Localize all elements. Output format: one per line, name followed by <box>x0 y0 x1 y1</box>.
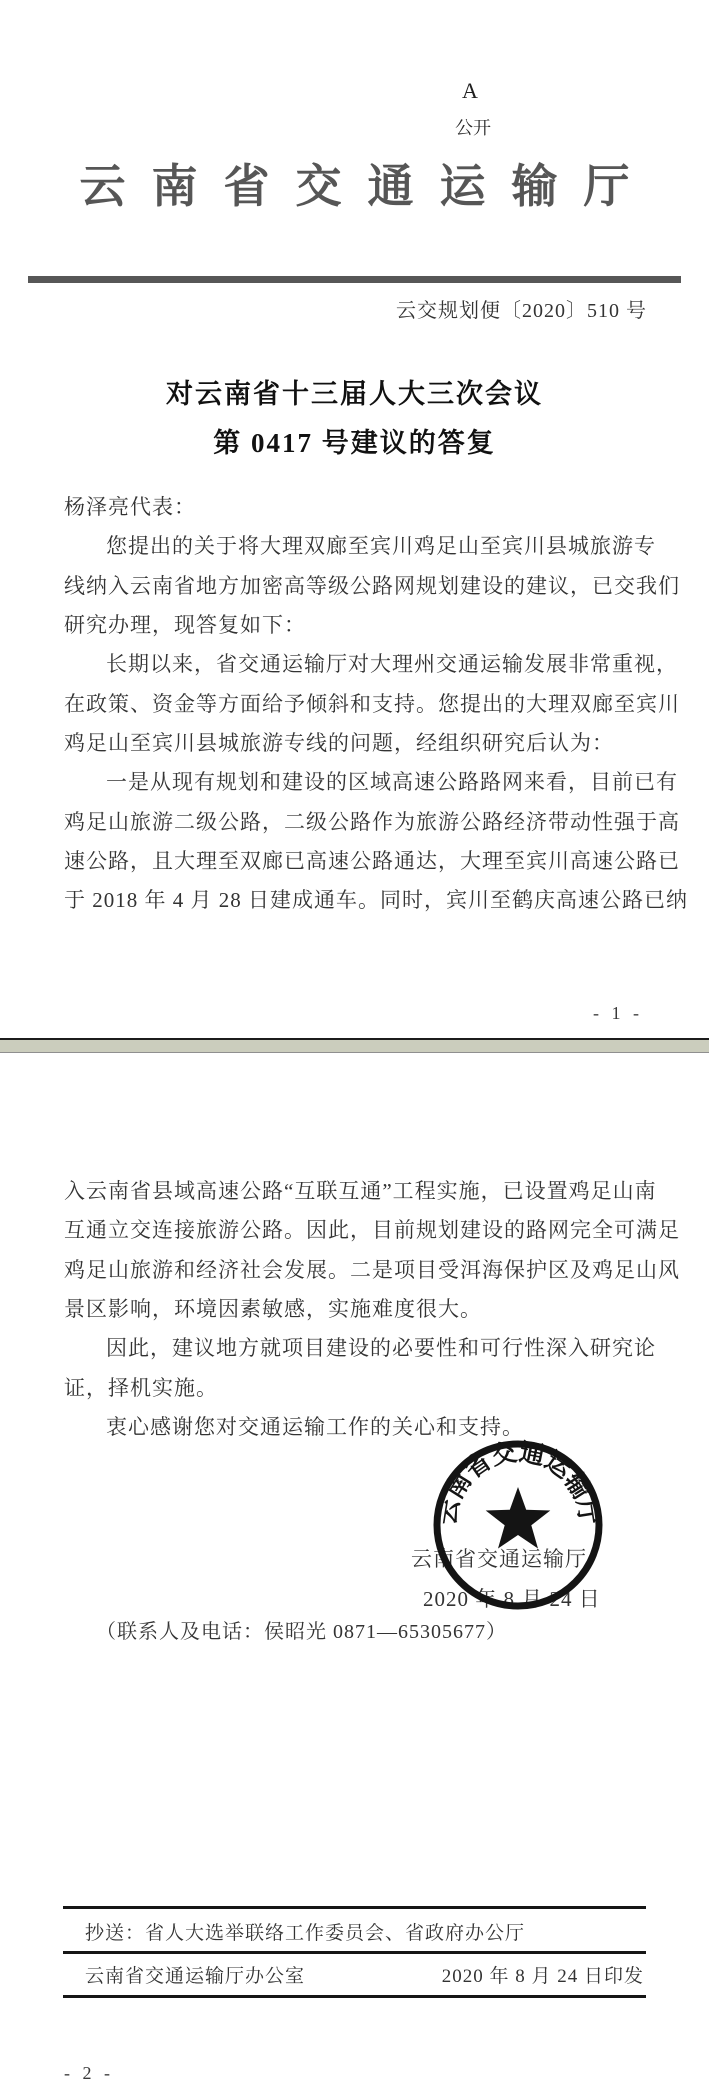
page-separator <box>0 1038 709 1053</box>
page-number-1: - 1 - <box>593 1003 643 1023</box>
footer-rule-bottom <box>63 1995 646 1998</box>
body-line: 互通立交连接旅游公路。因此，目前规划建设的路网完全可满足 <box>64 1218 680 1243</box>
issue-date: 2020 年 8 月 24 日印发 <box>441 1966 644 1987</box>
official-seal-stamp <box>430 1437 606 1613</box>
publicity-mark: 公开 <box>455 118 491 138</box>
body-line: 一是从现有规划和建设的区域高速公路路网来看，目前已有 <box>106 770 678 795</box>
issuer-office: 云南省交通运输厅办公室 <box>85 1966 306 1987</box>
body-line: 您提出的关于将大理双廊至宾川鸡足山至宾川县城旅游专 <box>106 534 656 559</box>
doc-number: 云交规划便〔2020〕510 号 <box>396 300 647 322</box>
salutation: 杨泽亮代表： <box>64 495 196 519</box>
classification-mark: A <box>462 78 480 103</box>
page2-body <box>64 1172 680 1447</box>
heading-line-1: 对云南省十三届人大三次会议 <box>166 379 543 409</box>
body-line: 线纳入云南省地方加密高等级公路网规划建设的建议，已交我们 <box>64 573 680 598</box>
signature-org: 云南省交通运输厅 <box>411 1547 587 1571</box>
title-rule <box>28 276 681 283</box>
body-line: 于 2018 年 4 月 28 日建成通车。同时，宾川至鹤庆高速公路已纳 <box>64 888 688 913</box>
footer-rule-middle <box>63 1951 646 1954</box>
body-line: 研究办理，现答复如下： <box>64 613 306 638</box>
seal-text: 云南省交通运输厅 <box>434 1439 602 1527</box>
cc-line: 抄送：省人大选举联络工作委员会、省政府办公厅 <box>85 1923 526 1944</box>
body-line: 速公路，且大理至双廊已高速公路通达，大理至宾川高速公路已 <box>64 849 680 874</box>
body-line: 景区影响，环境因素敏感，实施难度很大。 <box>64 1297 482 1322</box>
body-line: 在政策、资金等方面给予倾斜和支持。您提出的大理双廊至宾川 <box>64 691 680 716</box>
body-line: 因此，建议地方就项目建设的必要性和可行性深入研究论 <box>106 1336 656 1361</box>
issuer-row <box>63 1961 646 1988</box>
body-line: 鸡足山旅游二级公路，二级公路作为旅游公路经济带动性强于高 <box>64 809 680 834</box>
heading-line-2: 第 0417 号建议的答复 <box>213 428 496 458</box>
seal-icon <box>430 1437 606 1613</box>
footer-rule-top <box>63 1906 646 1909</box>
body-line: 入云南省县域高速公路“互联互通”工程实施，已设置鸡足山南 <box>64 1179 657 1203</box>
seal-star-icon <box>486 1487 551 1549</box>
body-line: 鸡足山旅游和经济社会发展。二是项目受洱海保护区及鸡足山风 <box>64 1257 680 1282</box>
body-line: 鸡足山至宾川县城旅游专线的问题，经组织研究后认为： <box>64 731 614 756</box>
contact-line: （联系人及电话：侯昭光 0871—65305677） <box>96 1621 507 1643</box>
page-number-2: - 2 - <box>64 2063 114 2083</box>
page1-body <box>64 488 688 921</box>
body-line: 长期以来，省交通运输厅对大理州交通运输发展非常重视， <box>106 652 678 677</box>
signature-date: 2020 年 8 月 24 日 <box>423 1587 601 1611</box>
body-line: 证，择机实施。 <box>64 1375 218 1400</box>
org-title: 云南省交通运输厅 <box>79 161 656 212</box>
body-line: 衷心感谢您对交通运输工作的关心和支持。 <box>106 1415 524 1440</box>
